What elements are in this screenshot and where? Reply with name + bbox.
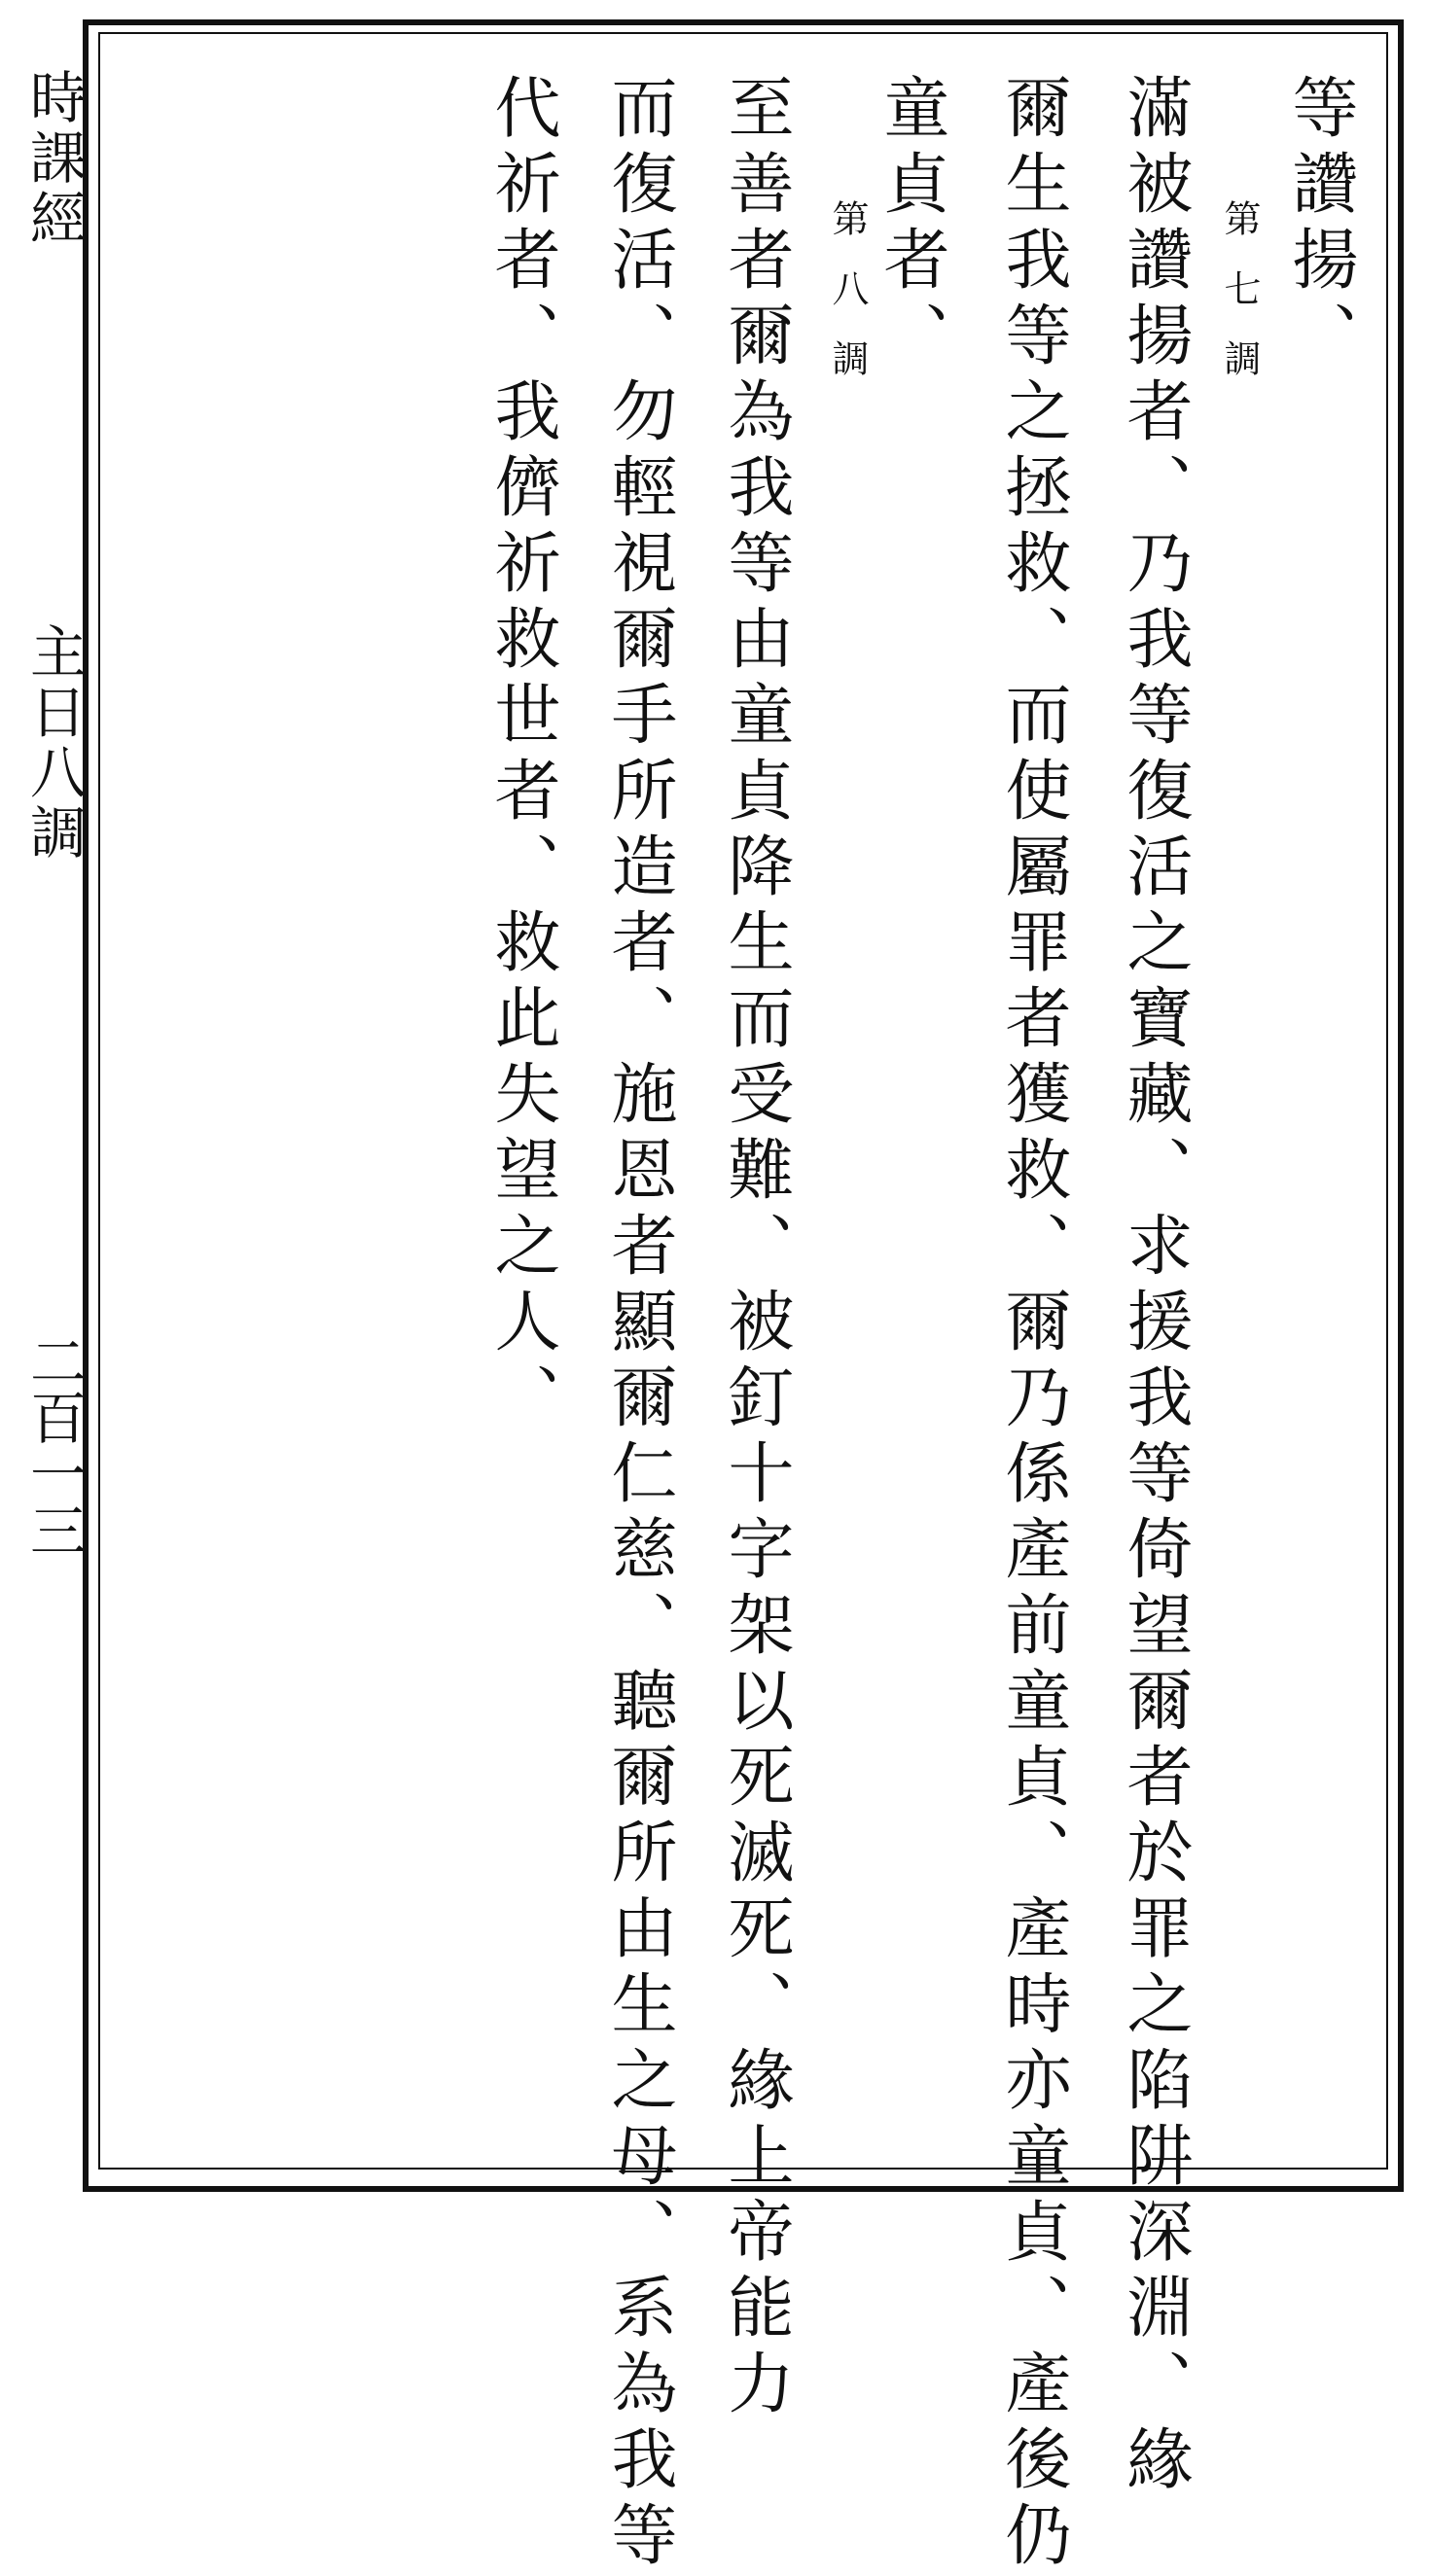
text-column-4: 童貞者、: [873, 73, 949, 376]
margin-section-title: 主日八調: [20, 622, 87, 864]
margin-book-title: 時課經: [20, 68, 87, 249]
text-column-2: 滿被讚揚者、乃我等復活之寶藏、求援我等倚望爾者於罪之陷阱深淵、緣: [1116, 73, 1193, 2500]
text-column-5: 至善者爾為我等由童貞降生而受難、被釘十字架以死滅死、緣上帝能力: [717, 73, 794, 2424]
text-column-3: 爾生我等之拯救、而使屬罪者獲救、爾乃係產前童貞、產時亦童貞、產後仍: [994, 73, 1071, 2576]
heading-eighth-tone: 第八調: [826, 199, 869, 409]
text-column-1: 等讚揚、: [1281, 73, 1358, 376]
margin-page-number: 二百一三: [20, 1332, 87, 1558]
heading-seventh-tone: 第七調: [1218, 199, 1261, 409]
text-column-7: 代祈者、我儕祈救世者、救此失望之人、: [483, 73, 560, 1438]
text-column-6: 而復活、勿輕視爾手所造者、施恩者顯爾仁慈、聽爾所由生之母、系為我等: [600, 73, 677, 2576]
